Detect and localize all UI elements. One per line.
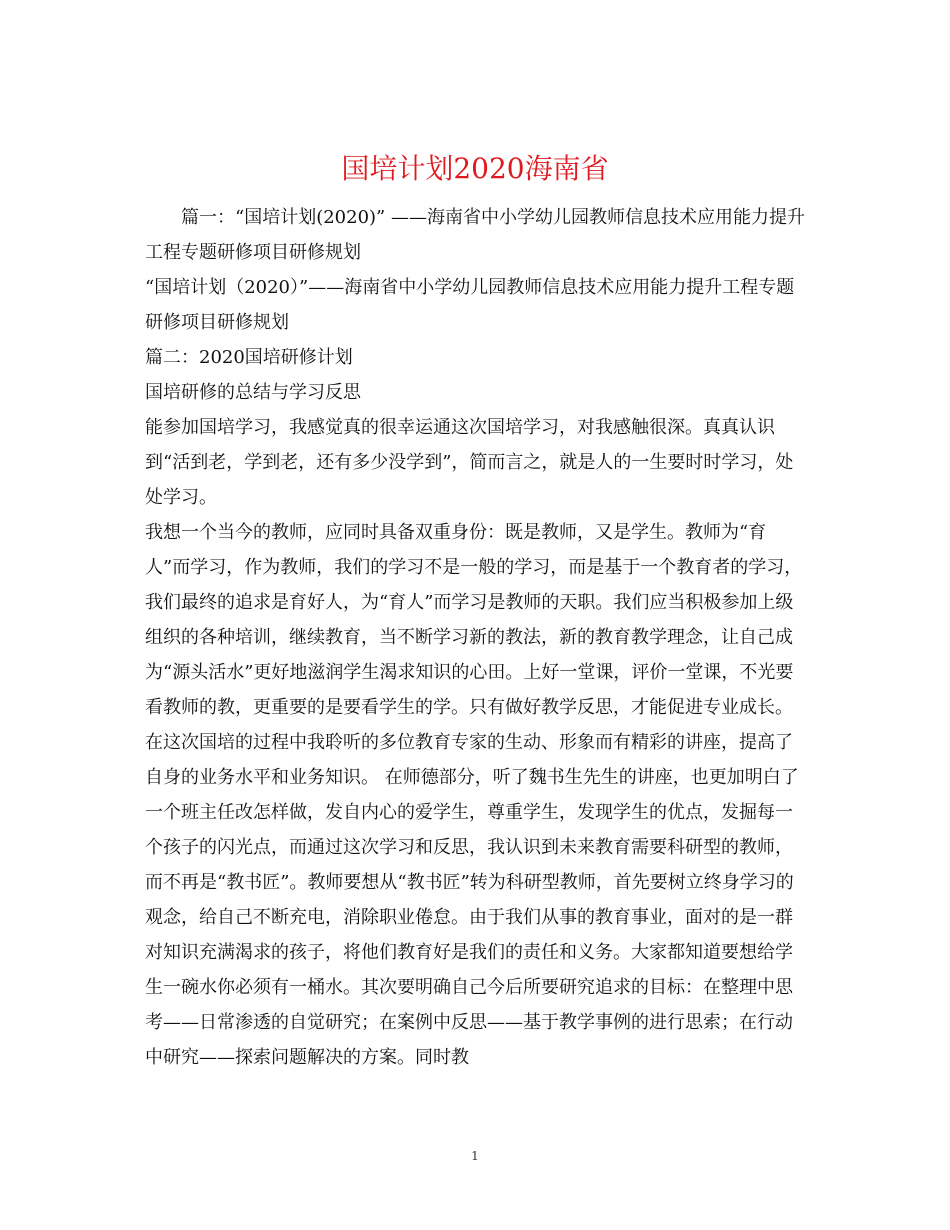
paragraph-1: 篇一：“国培计划(2020)” ——海南省中小学幼儿园教师信息技术应用能力提升工程专题研修项目研修规划 [145, 207, 805, 263]
paragraph-3: 篇二：2020国培研修计划 [145, 347, 353, 368]
paragraph-5: 能参加国培学习，我感觉真的很幸运通这次国培学习，对我感触很深。真真认识到“活到老，学到老，还有多少没学到”，简而言之，就是人的一生要时时学习，处处学习。 [145, 417, 794, 508]
paragraph-6: 我想一个当今的教师，应同时具备双重身份：既是教师，又是学生。教师为“育人”而学习，作为教师，我们的学习不是一般的学习，而是基于一个教育者的学习，我们最终的追求是育好人，为“育人”而学习是教师的天职。我们应当积极参加上级组织的各种培训，继续教育，当不断学习新的教法，新的教育教学理念，让自己成为“源头活水”更好地滋润学生渴求知识的心田。上好一堂课，评价一堂课，不光要看教师的教，更重要的是要看学生的学。只有做好教学反思，才能促进专业成长。在这次国培的过程中我聆听的多位教育专家的生动、形象而有精彩的讲座，提高了自身的业务水平和业务知识。 在师德部分，听了魏书生先生的讲座，也更加明白了一个班主任改怎样做，发自内心的爱学生，尊重学生，发现学生的优点，发掘每一个孩子的闪光点，而通过这次学习和反思，我认识到未来教育需要科研型的教师，而不再是“教书匠”。教师要想从“教书匠”转为科研型教师，首先要树立终身学习的观念，给自己不断充电，消除职业倦怠。由于我们从事的教育事业，面对的是一群对知识充满渴求的孩子，将他们教育好是我们的责任和义务。大家都知道要想给学生一碗水你必须有一桶水。其次要明确自己今后所要研究追求的目标：在整理中思考——日常渗透的自觉研究；在案例中反思——基于教学事例的进行思索；在行动中研究——探索问题解决的方案。同时教 [145, 522, 803, 1068]
document-title: 国培计划2020海南省 [341, 151, 609, 185]
page-number: 1 [471, 1149, 479, 1163]
paragraph-4: 国培研修的总结与学习反思 [145, 382, 361, 403]
document-body [145, 200, 805, 1075]
paragraph-2: “国培计划（2020）”——海南省中小学幼儿园教师信息技术应用能力提升工程专题研修项目研修规划 [145, 277, 795, 333]
